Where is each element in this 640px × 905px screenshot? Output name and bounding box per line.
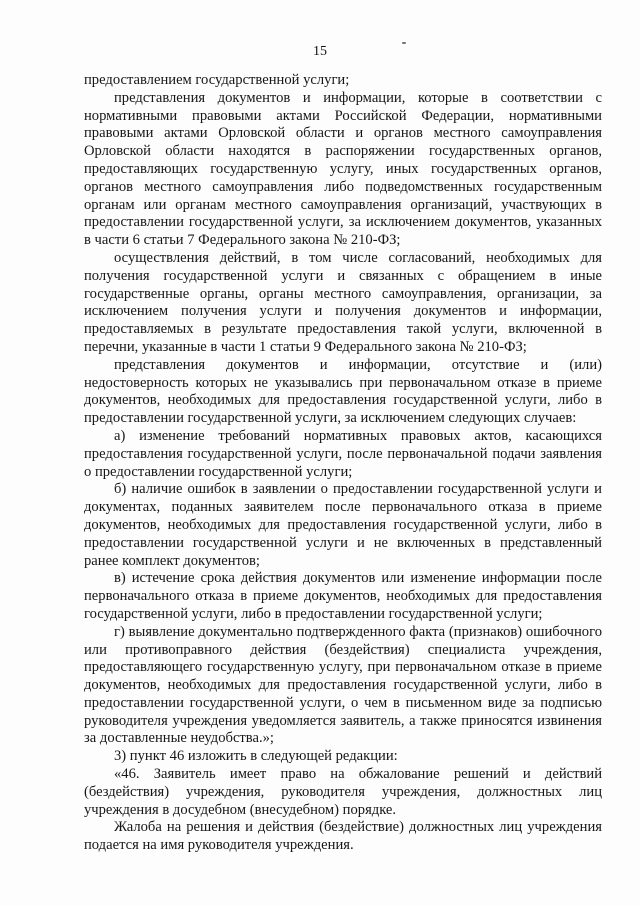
document-body xyxy=(84,72,602,855)
paragraph-complaint: Жалоба на решения и действия (бездействие) должностных лиц учреждения подается на имя руководителя учреждения. xyxy=(84,819,602,854)
list-item-v: в) истечение срока действия документов или изменение информации после первоначального отказа в приеме документов, необходимых для предоставления государственной услуги, либо в предоставлении государственной услуги; xyxy=(84,570,602,622)
list-item-a: а) изменение требований нормативных правовых актов, касающихся предоставления государственной услуги, после первоначальной подачи заявления о предоставлении государственной услуги; xyxy=(84,427,602,480)
list-item-g: г) выявление документально подтвержденного факта (признаков) ошибочного или противоправного действия (бездействия) специалиста учреждения, предоставляющего государственную услугу, при первоначальном отказе в приеме документов, необходимых для предоставления государственной услуги, либо в предоставлении государственной услуги, о чем в письменном виде за подписью руководителя учреждения уведомляется заявитель, а также приносятся извинения за доставленные неудобства.»; xyxy=(84,623,602,747)
paragraph-actions-approvals: осуществления действий, в том числе согласований, необходимых для получения государственной услуги и связанных с обращением в иные государственные органы, органы местного самоуправления, организации, за исключением получения услуги и получения документов и информации, предоставляемых в результате предоставления такой услуги, включенной в перечни, указанные в части 1 статьи 9 Федерального закона № 210-ФЗ; xyxy=(84,249,602,355)
paragraph-continuation: предоставлением государственной услуги; xyxy=(84,72,350,88)
page-number: 15 xyxy=(313,44,327,59)
paragraph-section-46: «46. Заявитель имеет право на обжалование решений и действий (бездействия) учреждения, руководителя учреждения, должностных лиц учреждения в досудебном (внесудебном) порядке. xyxy=(84,766,602,818)
scan-artifact xyxy=(402,42,406,44)
paragraph-documents-not-specified: представления документов и информации, отсутствие и (или) недостоверность которых не указывались при первоначальном отказе в приеме документов, необходимых для предоставления государственной услуги, либо в предоставлении государственной услуги, за исключением следующих случаев: xyxy=(84,356,602,427)
list-item-b: б) наличие ошибок в заявлении о предоставлении государственной услуги и документах, поданных заявителем после первоначального отказа в приеме документов, необходимых для предоставления государственной услуги, либо в предоставлении государственной услуги и не включенных в представленный ранее комплект документов; xyxy=(84,481,602,569)
paragraph-item-3: 3) пункт 46 изложить в следующей редакции: xyxy=(114,748,398,765)
paragraph-documents-in-possession: представления документов и информации, которые в соответствии с нормативными правовыми актами Российской Федерации, нормативными правовыми актами Орловской области и органов местного самоуправления Орловской области находятся в распоряжении государственных органов, предоставляющих государственную услугу, иных государственных органов, органов местного самоуправления либо подведомственных государственным органам или органам местного самоуправления организаций, участвующих в предоставлении государственной услуги, за исключением документов, указанных в части 6 статьи 7 Федерального закона № 210-ФЗ; xyxy=(84,89,602,249)
